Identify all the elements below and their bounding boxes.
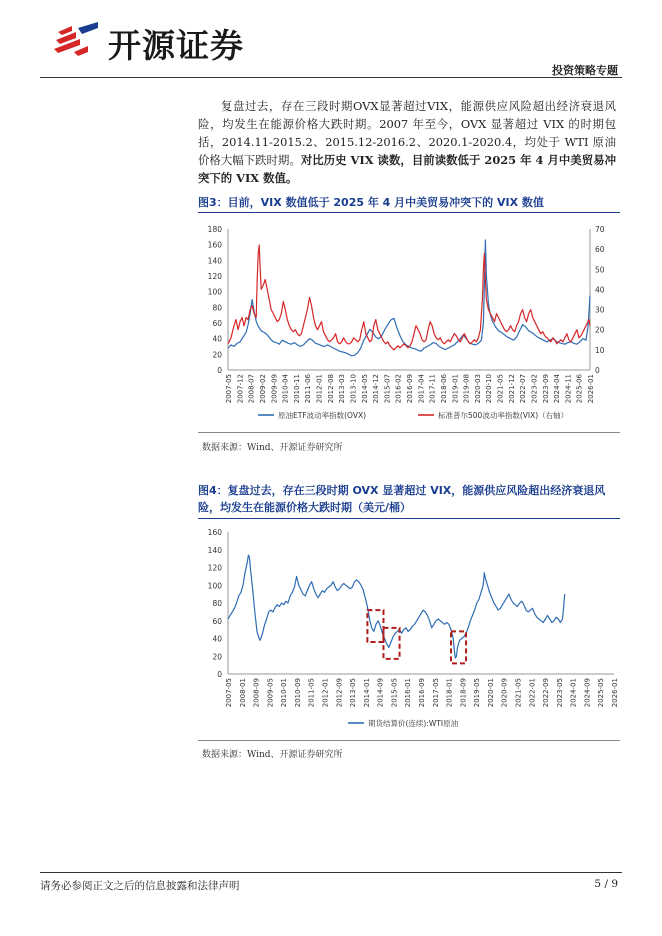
- x-tick-label: 2026-01: [611, 678, 619, 708]
- x-tick-label: 2007-05: [225, 678, 233, 708]
- x-tick-label: 2024-01: [569, 678, 578, 708]
- y2-tick-label: 60: [595, 245, 605, 255]
- section-tag: 投资策略专题: [552, 64, 618, 77]
- x-tick-label: 2021-12: [507, 374, 516, 404]
- x-tick-label: 2016-09: [418, 678, 426, 708]
- x-tick-label: 2020-03: [473, 374, 482, 404]
- y2-tick-label: 10: [595, 345, 605, 355]
- series-line-1: [228, 555, 565, 658]
- x-tick-label: 2021-05: [514, 678, 523, 708]
- y-tick-label: 80: [212, 303, 222, 313]
- figure3-title-rule: [198, 212, 620, 213]
- x-tick-label: 2012-01: [315, 374, 324, 404]
- x-tick-label: 2017-05: [431, 678, 440, 708]
- x-tick-label: 2012-01: [321, 678, 330, 708]
- y-tick-label: 100: [207, 581, 222, 591]
- x-tick-label: 2010-11: [292, 374, 301, 404]
- x-tick-label: 2018-06: [439, 374, 448, 404]
- x-tick-label: 2018-01: [445, 678, 454, 708]
- series-line-2: [228, 245, 590, 350]
- series-line-1: [228, 240, 590, 356]
- x-tick-label: 2021-05: [496, 374, 505, 404]
- x-tick-label: 2019-01: [451, 374, 460, 404]
- x-tick-label: 2007-12: [236, 374, 245, 404]
- x-tick-label: 2026-01: [587, 374, 595, 404]
- y-tick-label: 160: [207, 240, 222, 250]
- x-tick-label: 2017-04: [417, 374, 426, 404]
- figure4-title: 图4：复盘过去，存在三段时期 OVX 显著超过 VIX，能源供应风险超出经济衰退风险，均发生在能源价格大跌时期（美元/桶）: [198, 484, 606, 514]
- x-tick-label: 2016-02: [394, 374, 403, 404]
- x-tick-label: 2012-09: [335, 678, 344, 708]
- x-tick-label: 2025-06: [575, 374, 584, 404]
- y-tick-label: 40: [212, 334, 222, 344]
- x-tick-label: 2014-09: [376, 678, 385, 708]
- y-tick-label: 140: [207, 256, 222, 266]
- x-tick-label: 2016-09: [406, 374, 414, 404]
- x-tick-label: 2008-07: [247, 374, 256, 404]
- y-tick-label: 40: [212, 634, 222, 644]
- x-tick-label: 2023-09: [541, 374, 550, 404]
- x-tick-label: 2010-09: [293, 678, 302, 708]
- footer-divider: [40, 872, 622, 873]
- x-tick-label: 2023-05: [555, 678, 564, 708]
- y-tick-label: 120: [207, 272, 222, 281]
- y-tick-label: 80: [212, 599, 222, 608]
- y-tick-label: 160: [207, 528, 222, 537]
- paragraph-bold-text: 对比历史 VIX 读数，目前读数低于 2025 年 4 月中美贸易冲突下的 VIX 数值。: [198, 153, 616, 185]
- y-tick-label: 0: [217, 366, 222, 375]
- x-tick-label: 2014-01: [362, 678, 371, 708]
- figure4-chart: [198, 522, 622, 734]
- x-tick-label: 2013-03: [338, 374, 347, 404]
- y-tick-label: 180: [207, 225, 222, 234]
- x-tick-label: 2012-08: [326, 374, 335, 404]
- y-tick-label: 60: [212, 319, 222, 328]
- x-tick-label: 2022-01: [528, 678, 537, 708]
- x-tick-label: 2024-04: [553, 374, 562, 404]
- x-tick-label: 2022-09: [542, 678, 551, 708]
- x-tick-label: 2009-09: [270, 374, 279, 404]
- x-tick-label: 2015-05: [390, 678, 399, 708]
- page-number: 5 / 9: [594, 878, 618, 890]
- y2-tick-label: 40: [595, 285, 605, 295]
- y2-tick-label: 50: [595, 265, 605, 275]
- x-tick-label: 2008-01: [238, 678, 247, 708]
- x-tick-label: 2010-04: [281, 374, 290, 404]
- header-divider: [40, 77, 622, 78]
- company-name: 开源证券: [108, 26, 244, 65]
- figure3-chart: [198, 216, 622, 430]
- x-tick-label: 2010-01: [280, 678, 289, 708]
- y2-tick-label: 30: [595, 305, 605, 315]
- y-tick-label: 100: [207, 287, 222, 297]
- x-tick-label: 2023-02: [530, 374, 539, 404]
- y-tick-label: 0: [217, 670, 222, 679]
- x-tick-label: 2015-07: [383, 374, 392, 404]
- figure4-title-rule: [198, 518, 620, 519]
- x-tick-label: 2018-09: [459, 678, 468, 708]
- x-tick-label: 2013-05: [349, 678, 358, 708]
- x-tick-label: 2008-09: [252, 678, 261, 708]
- legend-label-1: 期货结算价(连续):WTI原油: [368, 719, 459, 728]
- y-tick-label: 60: [212, 616, 222, 626]
- paragraph-text: 复盘过去，存在三段时期OVX显著超过VIX，能源供应风险超出经济衰退风险，均发生在能源价格大跌时期。2007 年至今，OVX 显著超过 VIX 的时期包括，2014.11-2015.2、2015.12-2016.2、2020.1-2020.4，均处于 WTI 原油价格大幅下跌时期。: [198, 99, 616, 167]
- y-tick-label: 20: [212, 350, 222, 360]
- x-tick-label: 2007-05: [225, 374, 233, 404]
- x-tick-label: 2024-09: [583, 678, 592, 708]
- y-tick-label: 120: [207, 563, 222, 573]
- x-tick-label: 2022-07: [519, 374, 528, 404]
- x-tick-label: 2025-05: [597, 678, 606, 708]
- legend-label-2: 标准普尔500波动率指数(VIX)（右轴）: [438, 411, 569, 420]
- x-tick-label: 2014-05: [360, 374, 369, 404]
- figure3-title: 图3：目前，VIX 数值低于 2025 年 4 月中美贸易冲突下的 VIX 数值: [198, 196, 544, 209]
- figure3-bottom-rule: [198, 432, 620, 433]
- company-logo-icon: [54, 22, 104, 64]
- y-tick-label: 140: [207, 545, 222, 555]
- body-paragraph: [198, 97, 616, 187]
- x-tick-label: 2019-08: [462, 374, 471, 404]
- x-tick-label: 2009-05: [266, 678, 275, 708]
- x-tick-label: 2011-06: [304, 374, 313, 404]
- x-tick-label: 2024-11: [564, 374, 573, 404]
- figure3-source: 数据来源：Wind、开源证券研究所: [202, 443, 343, 453]
- footer-disclaimer: 请务必参阅正文之后的信息披露和法律声明: [40, 880, 240, 892]
- x-tick-label: 2020-01: [486, 678, 495, 708]
- x-tick-label: 2011-05: [307, 678, 316, 708]
- x-tick-label: 2013-10: [349, 374, 358, 404]
- y-tick-label: 20: [212, 652, 222, 662]
- y2-tick-label: 70: [595, 225, 605, 234]
- figure4-bottom-rule: [198, 740, 620, 741]
- legend-label-1: 原油ETF波动率指数(OVX): [278, 411, 367, 420]
- x-tick-label: 2019-05: [473, 678, 482, 708]
- x-tick-label: 2017-11: [428, 374, 437, 404]
- x-tick-label: 2020-09: [500, 678, 509, 708]
- x-tick-label: 2016-01: [404, 678, 413, 708]
- figure4-source: 数据来源：Wind、开源证券研究所: [202, 750, 343, 760]
- y2-tick-label: 20: [595, 325, 605, 335]
- y2-tick-label: 0: [595, 366, 600, 375]
- x-tick-label: 2014-12: [372, 374, 381, 404]
- x-tick-label: 2020-10: [485, 374, 494, 404]
- x-tick-label: 2009-02: [258, 374, 267, 404]
